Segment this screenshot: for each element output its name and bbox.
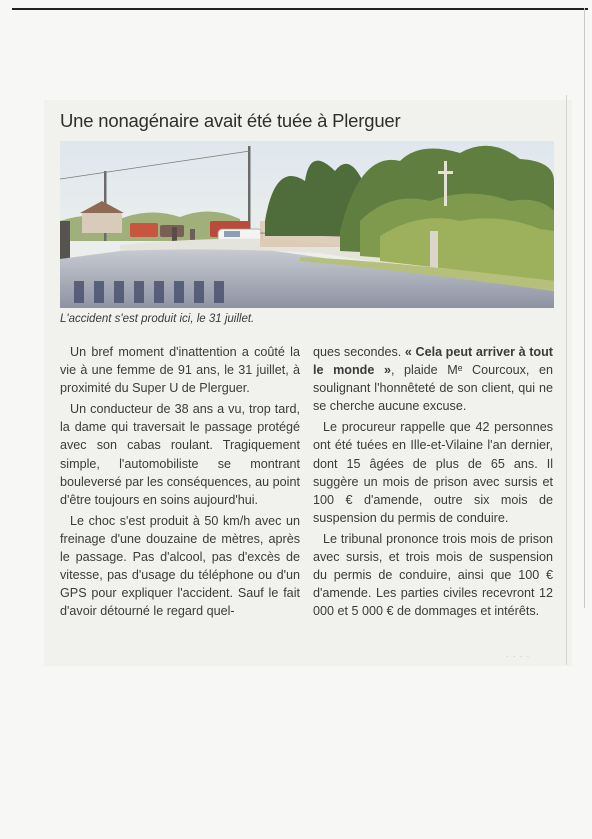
paragraph [313,343,553,415]
paragraph: Un bref moment d'inattention a coûté la vie à une femme de 91 ans, le 31 juillet, à proximité du Super U de Plerguer. [60,345,300,396]
paragraph: Le choc s'est produit à 50 km/h avec un freinage d'une douzaine de mètres, après le passage. Pas d'alcool, pas d'excès de vitesse, pas d'usage du téléphone ou d'un GPS pour expliquer l'accident. Sauf le fait d'avoir détourné le regard quel- [60,513,300,619]
paragraph-text: , plaide Mᵉ Courcoux, en soulignant l'honnêteté de son client, qui ne se cherche aucune excuse. [313,363,553,414]
clipping-edge [566,95,567,665]
paragraph: Le procureur rappelle que 42 personnes ont été tuées en Ille-et-Vilaine l'an dernier, dont 15 âgées de plus de 65 ans. Il suggère un mois de prison avec sursis et 100 € d'amende, outre six mois de suspension du permis de conduire. [313,420,553,525]
article-column-left [60,343,300,623]
paragraph: Le tribunal prononce trois mois de prison avec sursis, et trois mois de suspension du permis de conduire, ainsi que 100 € d'amende. Les parties civiles recevront 12 000 et 5 000 € de dommages et intérêts. [313,531,553,619]
article-headline: Une nonagénaire avait été tuée à Plerguer [60,110,401,131]
scan-right-edge [584,8,585,608]
photo-caption: L'accident s'est produit ici, le 31 juillet. [60,313,255,325]
accident-scene-photo [60,141,554,308]
lawyer-quote: « Cela peut arriver à tout le monde » [313,345,553,378]
print-smudge: · · · · [506,652,531,661]
scan-top-edge [12,8,588,10]
paragraph: Un conducteur de 38 ans a vu, trop tard, la dame qui traversait le passage protégé avec son cabas roulant. Tragiquement simple, l'automobiliste se montrant bouleversé par les conséquences, au point d'être toujours en soins aujourd'hui. [60,402,300,507]
article-column-right [313,343,553,623]
paragraph-text: ques secondes. [313,345,405,359]
